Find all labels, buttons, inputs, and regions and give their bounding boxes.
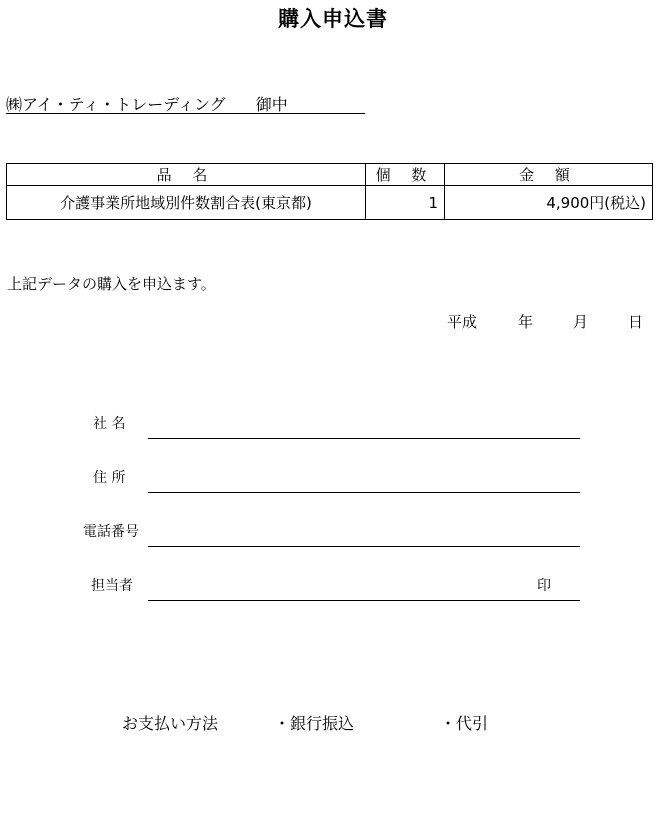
address-label: 住 所 xyxy=(93,470,126,486)
product-table xyxy=(6,163,653,220)
addressee-honorific: 御中 xyxy=(255,95,288,114)
payment-option-cod: ・代引 xyxy=(440,714,489,733)
statement-text: 上記データの購入を申込ます。 xyxy=(7,275,216,293)
header-amount: 金 額 xyxy=(445,164,653,186)
company-name-label: 社 名 xyxy=(93,416,126,432)
payment-option-bank: ・銀行振込 xyxy=(274,714,355,733)
payment-label: お支払い方法 xyxy=(122,714,219,733)
person-label: 担当者 xyxy=(91,578,133,594)
phone-line xyxy=(148,546,580,547)
person-line xyxy=(148,600,580,601)
header-product: 品 名 xyxy=(7,164,366,186)
date-month: 月 xyxy=(573,313,589,331)
table-row xyxy=(7,186,653,220)
row-amount: 4,900円(税込) xyxy=(445,186,653,220)
addressee-company: ㈱アイ・ティ・トレーディング xyxy=(6,95,226,114)
company-name-line xyxy=(148,438,580,439)
row-product: 介護事業所地域別件数割合表(東京都) xyxy=(7,186,366,220)
date-era: 平成 xyxy=(447,313,478,331)
table-header-row xyxy=(7,164,653,186)
seal-label: 印 xyxy=(537,578,551,594)
page-title: 購入申込書 xyxy=(278,7,388,31)
date-line xyxy=(0,311,666,331)
addressee xyxy=(6,92,288,115)
addressee-underline xyxy=(6,113,365,114)
address-line xyxy=(148,492,580,493)
row-quantity: 1 xyxy=(366,186,445,220)
phone-label: 電話番号 xyxy=(83,524,139,540)
date-day: 日 xyxy=(628,313,644,331)
date-year: 年 xyxy=(518,313,534,331)
header-quantity: 個 数 xyxy=(366,164,445,186)
